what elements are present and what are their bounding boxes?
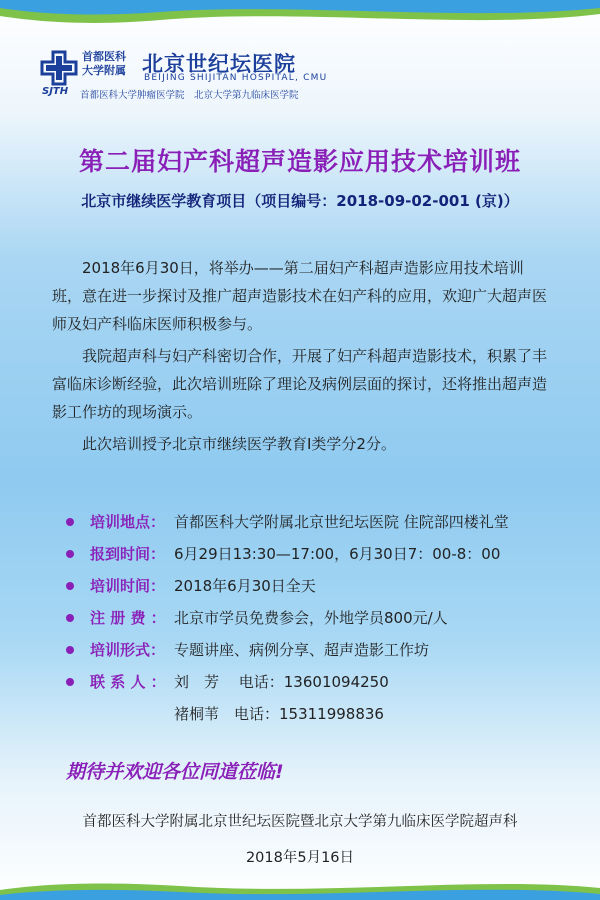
bullet-dot-icon [66,678,74,686]
detail-value: 专题讲座、病例分享、超声造影工作坊 [174,641,430,659]
welcome-message: 期待并欢迎各位同道莅临! [66,761,284,783]
detail-label: 培训地点： [90,513,166,531]
detail-row-checkin [66,540,576,572]
detail-label: 报到时间： [90,545,166,563]
detail-row-contact-second [66,700,576,732]
footer-organizer: 首都医科大学附属北京世纪坛医院暨北京大学第九临床医学院超声科 [82,814,518,830]
page-title: 第二届妇产科超声造影应用技术培训班 [78,147,521,176]
hospital-cross-logo-icon [40,50,78,86]
top-wave-decoration [0,0,600,40]
detail-value: 刘 芳 电话：13601094250 [174,673,389,691]
bullet-dot-icon [66,518,74,526]
intro-paragraph: 2018年6月30日，将举办——第二届妇产科超声造影应用技术培训班，意在进一步探讨及推广超声造影技术在妇产科的应用，欢迎广大超声医师及妇产科临床医师积极参与。 [52,259,548,333]
detail-row-fee [66,604,576,636]
bullet-dot-icon [66,582,74,590]
detail-value: 2018年6月30日全天 [174,577,316,595]
hospital-english-name: BEIJING SHIJITAN HOSPITAL, CMU [144,73,328,83]
hospital-affiliations: 首都医科大学肿瘤医学院 北京大学第九临床医学院 [80,90,299,101]
hospital-header [40,48,340,100]
detail-row-format [66,636,576,668]
intro-paragraphs [52,254,552,462]
detail-row-contact [66,668,576,700]
bullet-dot-icon [66,550,74,558]
event-details [66,508,576,732]
footer-date: 2018年5月16日 [245,850,355,866]
detail-value: 北京市学员免费参会，外地学员800元/人 [174,609,448,627]
school-affiliation: 首都医科 大学附属 [82,50,126,77]
second-contact: 褚桐苇 电话：15311998836 [174,705,384,723]
project-subtitle: 北京市继续医学教育项目（项目编号：2018-09-02-001 (京)） [81,192,519,210]
detail-value: 首都医科大学附属北京世纪坛医院 住院部四楼礼堂 [174,513,509,531]
hospital-name: 北京世纪坛医院 [142,52,296,76]
bottom-wave-decoration [0,870,600,900]
detail-row-training-time [66,572,576,604]
bullet-dot-icon [66,614,74,622]
bullet-dot-icon [66,646,74,654]
detail-label: 培训形式： [90,641,166,659]
intro-paragraph: 我院超声科与妇产科密切合作，开展了妇产科超声造影技术，积累了丰富临床诊断经验，此次培训班除了理论及病例层面的探讨，还将推出超声造影工作坊的现场演示。 [52,347,548,421]
detail-row-location [66,508,576,540]
logo-abbreviation: SJTH [42,86,69,97]
detail-label: 培训时间： [90,577,166,595]
detail-label: 联 系 人 ： [90,673,166,691]
intro-paragraph: 此次培训授予北京市继续医学教育Ⅰ类学分2分。 [82,435,396,453]
detail-value: 6月29日13:30—17:00，6月30日7：00-8：00 [174,545,501,563]
detail-label: 注 册 费 ： [90,609,166,627]
